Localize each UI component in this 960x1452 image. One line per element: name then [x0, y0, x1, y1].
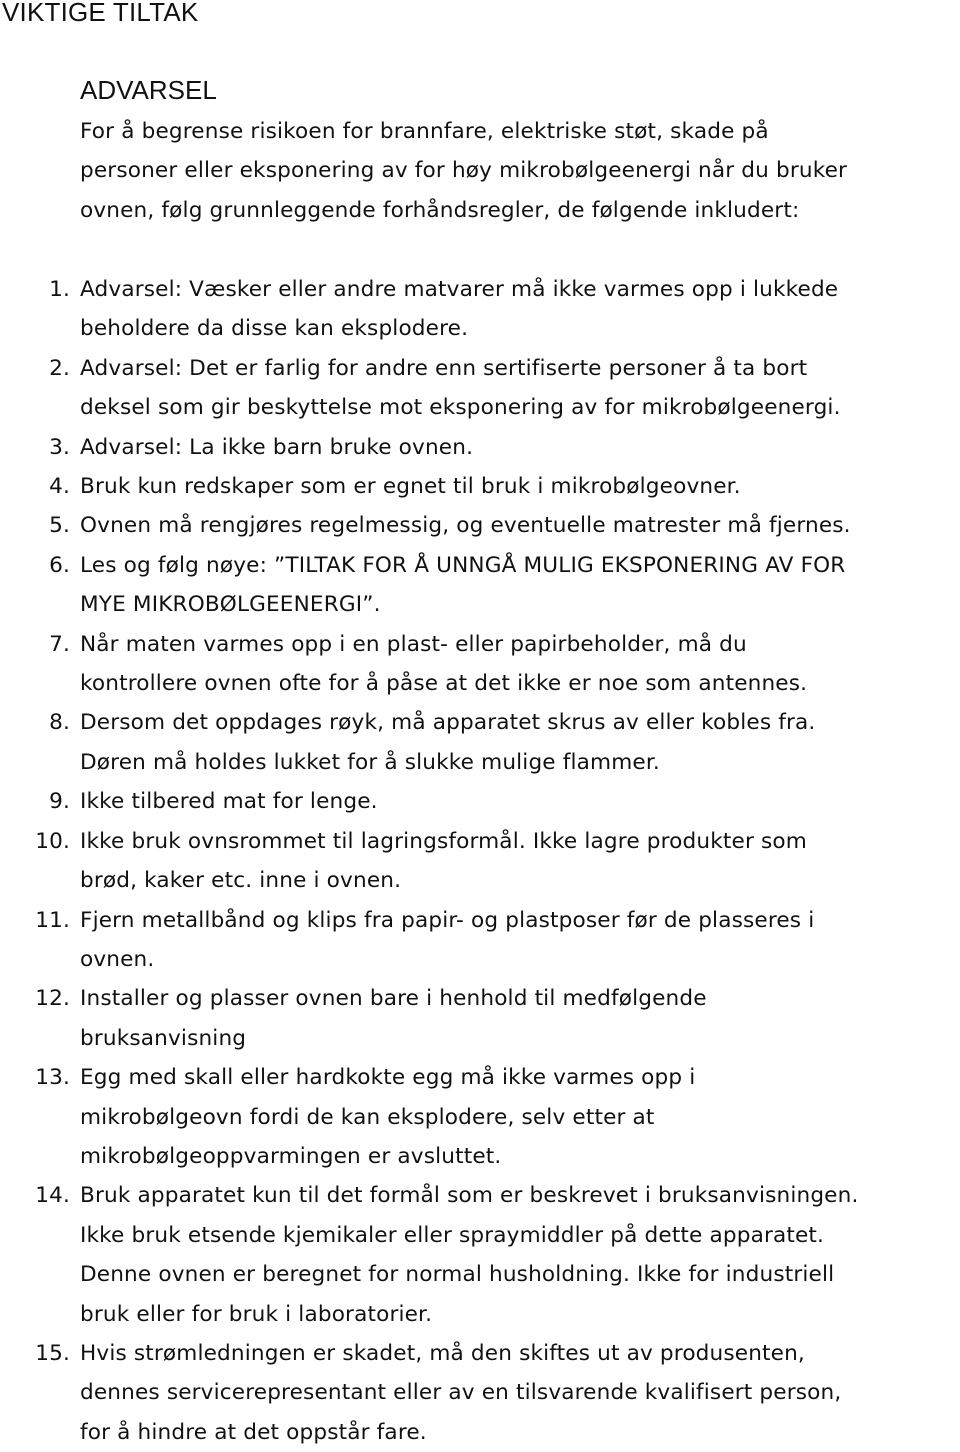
item-text-line: Les og følg nøye: ”TILTAK FOR Å UNNGÅ MULIG EKSPONERING AV FOR	[80, 552, 846, 578]
item-text-line: Advarsel: Det er farlig for andre enn sertifiserte personer å ta bort	[80, 355, 808, 381]
item-number: 14.	[35, 1183, 70, 1209]
item-text-line: kontrollere ovnen ofte for å påse at det ikke er noe som antennes.	[80, 671, 808, 697]
intro-paragraph	[80, 112, 960, 230]
item-number: 10.	[35, 828, 70, 854]
safety-instructions-list	[0, 270, 960, 1452]
item-number: 5.	[49, 513, 70, 539]
item-number: 15.	[35, 1340, 70, 1366]
item-text-line: Ikke bruk etsende kjemikaler eller spraymiddler på dette apparatet.	[80, 1222, 825, 1248]
item-text-line: Ikke bruk ovnsrommet til lagringsformål. Ikke lagre produkter som	[80, 828, 807, 854]
list-item	[0, 546, 960, 625]
item-text-line: Hvis strømledningen er skadet, må den skiftes ut av produsenten,	[80, 1340, 805, 1366]
item-text-line: Døren må holdes lukket for å slukke mulige flammer.	[80, 749, 660, 775]
item-number: 4.	[49, 474, 70, 500]
document-title: VIKTIGE TILTAK	[2, 0, 199, 27]
item-text-line: Advarsel: Væsker eller andre matvarer må ikke varmes opp i lukkede	[80, 277, 839, 302]
item-number: 2.	[49, 355, 70, 381]
item-text-line: bruksanvisning	[80, 1025, 247, 1051]
item-text-line: Denne ovnen er beregnet for normal husholdning. Ikke for industriell	[80, 1262, 835, 1288]
intro-line: personer eller eksponering av for høy mikrobølgeenergi når du bruker	[80, 158, 848, 184]
item-text-line: brød, kaker etc. inne i ovnen.	[80, 868, 402, 894]
item-text-line: deksel som gir beskyttelse mot eksponering av for mikrobølgeenergi.	[80, 395, 841, 421]
item-number: 11.	[35, 907, 70, 933]
item-text-line: mikrobølgeovn fordi de kan eksplodere, selv etter at	[80, 1104, 655, 1130]
item-text-line: for å hindre at det oppstår fare.	[80, 1419, 427, 1445]
list-item	[0, 703, 960, 782]
item-number: 8.	[49, 710, 70, 736]
item-number: 13.	[35, 1065, 70, 1091]
item-number: 3.	[49, 434, 70, 460]
item-text-line: Egg med skall eller hardkokte egg må ikke varmes opp i	[80, 1065, 696, 1091]
item-text-line: mikrobølgeoppvarmingen er avsluttet.	[80, 1143, 502, 1169]
list-item	[0, 467, 960, 506]
item-text-line: MYE MIKROBØLGEENERGI”.	[80, 592, 381, 618]
list-item	[0, 625, 960, 704]
item-number: 9.	[49, 789, 70, 815]
list-item	[0, 979, 960, 1058]
item-text-line: Fjern metallbånd og klips fra papir- og plastposer før de plasseres i	[80, 907, 815, 933]
intro-line: ovnen, følg grunnleggende forhåndsregler, de følgende inkludert:	[80, 197, 800, 223]
item-number: 6.	[49, 552, 70, 578]
item-text-line: Dersom det oppdages røyk, må apparatet skrus av eller kobles fra.	[80, 710, 816, 736]
list-item	[0, 349, 960, 428]
warning-heading: ADVARSEL	[80, 75, 217, 105]
item-text-line: ovnen.	[80, 946, 155, 972]
list-item	[0, 782, 960, 821]
list-item	[0, 428, 960, 467]
list-item	[0, 506, 960, 545]
item-text-line: Når maten varmes opp i en plast- eller papirbeholder, må du	[80, 631, 747, 657]
intro-line: For å begrense risikoen for brannfare, elektriske støt, skade på	[80, 119, 769, 144]
item-text-line: Bruk apparatet kun til det formål som er beskrevet i bruksanvisningen.	[80, 1183, 859, 1209]
item-text-line: Installer og plasser ovnen bare i henhold til medfølgende	[80, 986, 707, 1012]
list-item	[0, 1334, 960, 1452]
list-item	[0, 901, 960, 980]
item-text-line: Advarsel: La ikke barn bruke ovnen.	[80, 434, 474, 460]
list-item	[0, 1176, 960, 1334]
item-text-line: beholdere da disse kan eksplodere.	[80, 316, 469, 342]
item-text-line: Ovnen må rengjøres regelmessig, og eventuelle matrester må fjernes.	[80, 513, 851, 539]
item-text-line: bruk eller for bruk i laboratorier.	[80, 1301, 433, 1327]
item-number: 7.	[49, 631, 70, 657]
item-number: 1.	[49, 277, 70, 302]
item-number: 12.	[35, 986, 70, 1012]
list-item	[0, 822, 960, 901]
list-item	[0, 1058, 960, 1176]
item-text-line: dennes servicerepresentant eller av en tilsvarende kvalifisert person,	[80, 1380, 842, 1406]
item-text-line: Ikke tilbered mat for lenge.	[80, 789, 378, 815]
item-text-line: Bruk kun redskaper som er egnet til bruk i mikrobølgeovner.	[80, 474, 741, 500]
list-item	[0, 270, 960, 349]
